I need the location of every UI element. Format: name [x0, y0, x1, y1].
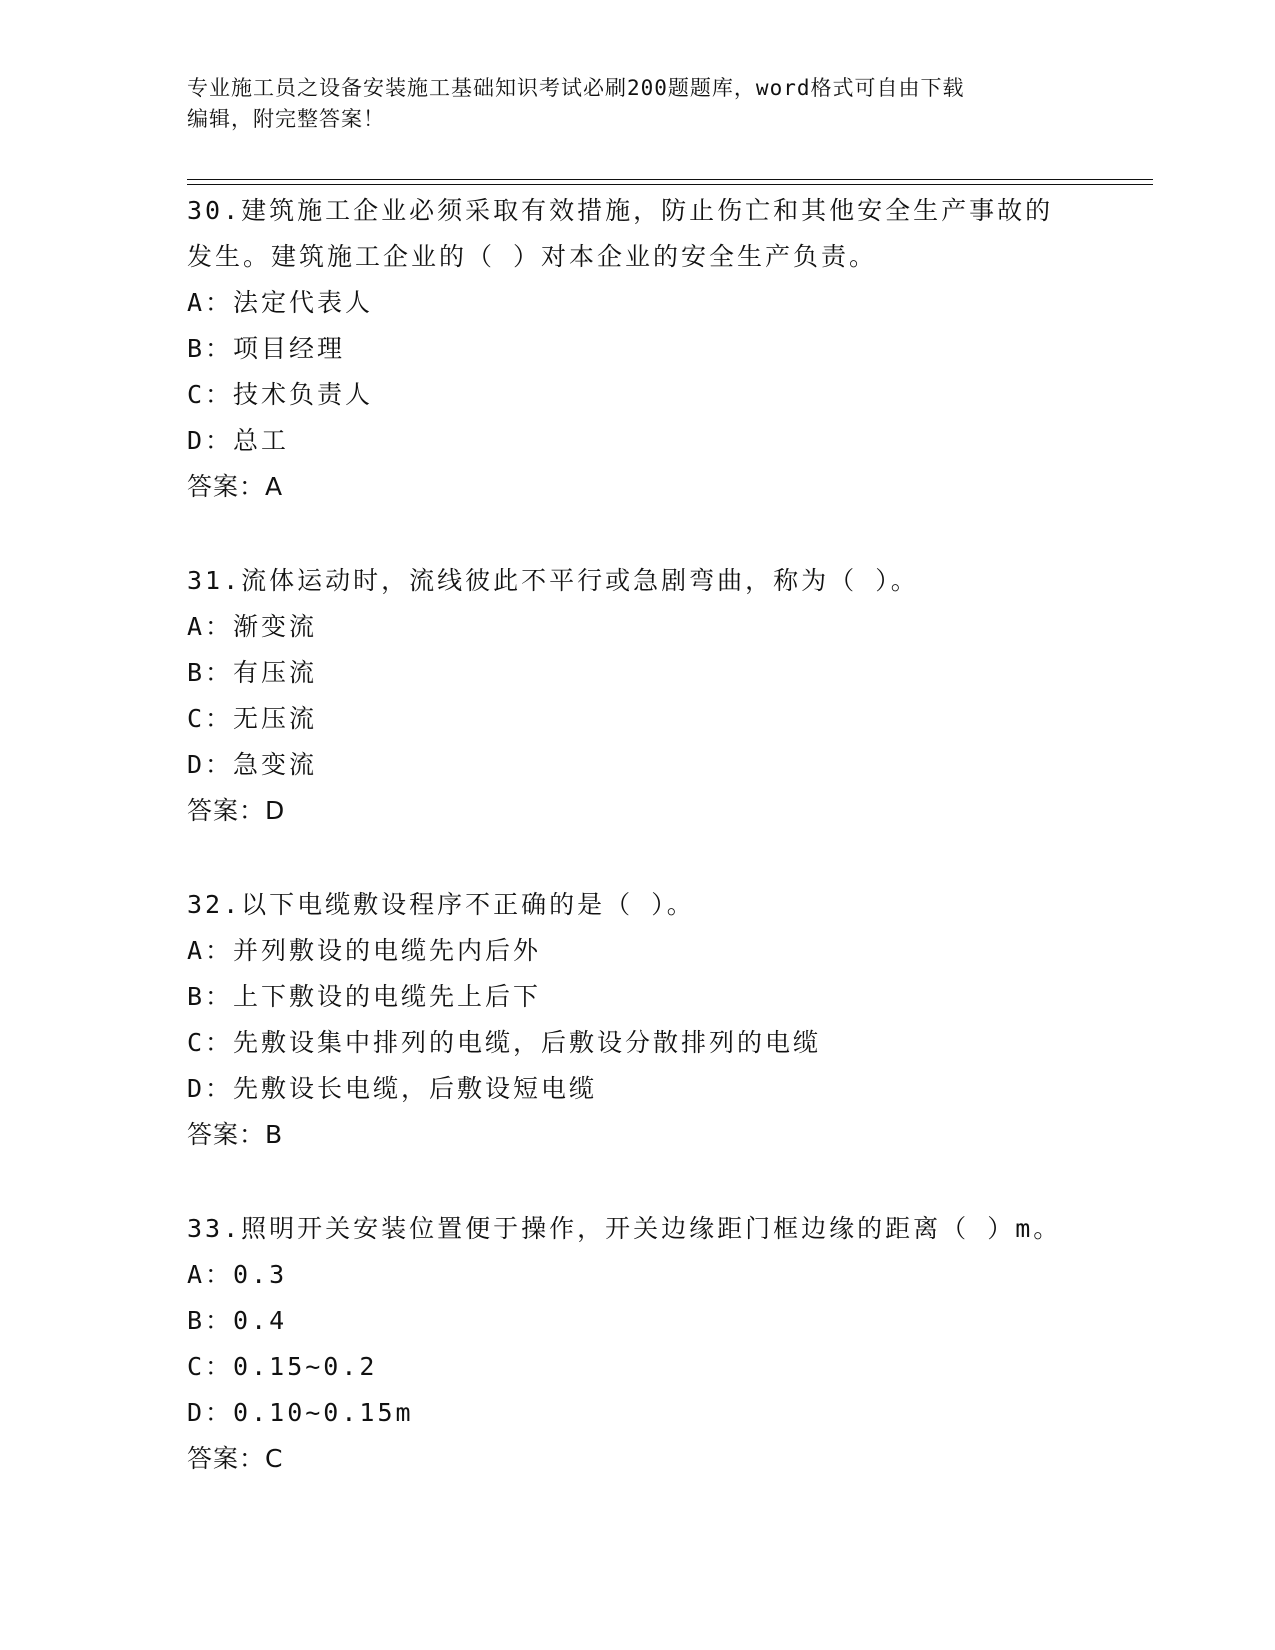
option-a: A：法定代表人 [187, 288, 374, 317]
option-d: D：急变流 [187, 750, 318, 779]
answer-line: 答案：A [187, 472, 284, 501]
question-text: 31.流体运动时，流线彼此不平行或急剧弯曲，称为（ ）。 [187, 566, 919, 595]
option-b: B：上下敷设的电缆先上后下 [187, 982, 542, 1011]
question-30 [187, 188, 1147, 510]
document-header [187, 73, 1087, 135]
question-text-continued: 发生。建筑施工企业的（ ）对本企业的安全生产负责。 [187, 242, 878, 271]
question-31 [187, 558, 1147, 834]
question-32 [187, 882, 1147, 1158]
header-divider-top [187, 179, 1153, 180]
option-a: A：并列敷设的电缆先内后外 [187, 936, 542, 965]
option-b: B：项目经理 [187, 334, 346, 363]
question-33 [187, 1206, 1147, 1482]
option-d: D：0.10~0.15m [187, 1398, 414, 1427]
question-spacer [187, 834, 1147, 882]
answer-line: 答案：C [187, 1444, 284, 1473]
question-text: 30.建筑施工企业必须采取有效措施，防止伤亡和其他安全生产事故的 [187, 196, 1054, 225]
option-a: A：0.3 [187, 1260, 288, 1289]
question-spacer [187, 1158, 1147, 1206]
option-c: C：0.15~0.2 [187, 1352, 378, 1381]
question-list [187, 188, 1147, 1482]
option-c: C：先敷设集中排列的电缆，后敷设分散排列的电缆 [187, 1028, 822, 1057]
question-text: 33.照明开关安装位置便于操作，开关边缘距门框边缘的距离（ ）m。 [187, 1214, 1062, 1243]
answer-line: 答案：D [187, 796, 286, 825]
header-line-2: 编辑，附完整答案！ [187, 107, 385, 131]
header-line-1: 专业施工员之设备安装施工基础知识考试必刷200题题库，word格式可自由下载 [187, 76, 965, 100]
question-spacer [187, 510, 1147, 558]
answer-line: 答案：B [187, 1120, 284, 1149]
option-d: D：总工 [187, 426, 290, 455]
question-text: 32.以下电缆敷设程序不正确的是（ ）。 [187, 890, 695, 919]
header-divider-bottom [187, 184, 1153, 185]
option-b: B：有压流 [187, 658, 318, 687]
option-b: B：0.4 [187, 1306, 288, 1335]
option-c: C：无压流 [187, 704, 318, 733]
option-d: D：先敷设长电缆，后敷设短电缆 [187, 1074, 598, 1103]
option-c: C：技术负责人 [187, 380, 374, 409]
option-a: A：渐变流 [187, 612, 318, 641]
